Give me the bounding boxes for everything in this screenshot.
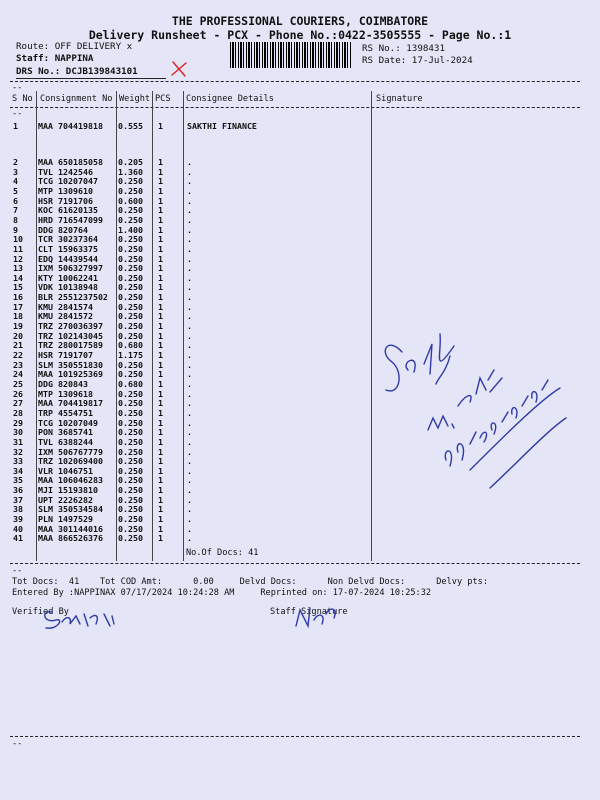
cell-sno: 13: [13, 263, 23, 274]
cell-weight: 0.250: [118, 214, 143, 225]
cell-consignment: TVL 6388244: [38, 436, 93, 447]
cell-pcs: 1: [158, 359, 163, 370]
cell-sno: 17: [13, 301, 23, 312]
cell-sno: 41: [13, 533, 23, 544]
cell-pcs: 1: [158, 417, 163, 428]
cell-consignment: TRZ 270036397: [38, 321, 103, 332]
cell-weight: 0.600: [118, 195, 143, 206]
cell-sno: 5: [13, 185, 18, 196]
cell-consignment: MTP 1309610: [38, 185, 93, 196]
cell-consignment: MAA 650185058: [38, 157, 103, 167]
cell-consignment: IXM 506767779: [38, 446, 103, 457]
cell-weight: 1.400: [118, 224, 143, 235]
cell-pcs: 1: [158, 321, 163, 332]
cell-consignee: .: [187, 311, 192, 322]
cell-pcs: 1: [158, 205, 163, 216]
staff-signature-label: Staff Signature: [270, 607, 348, 617]
cell-consignee: .: [187, 301, 192, 312]
cell-weight: 0.250: [118, 185, 143, 196]
cell-weight: 0.250: [118, 427, 143, 438]
dash-bottom: --: [12, 566, 23, 576]
cell-weight: 0.250: [118, 523, 143, 534]
cell-consignee: .: [187, 398, 192, 409]
cell-sno: 10: [13, 234, 23, 245]
entered-line: Entered By :NAPPINAX 07/17/2024 10:24:28 AM Reprinted on: 17-07-2024 10:25:32: [12, 588, 432, 598]
cell-pcs: 1: [158, 214, 163, 225]
cell-pcs: 1: [158, 330, 163, 341]
verified-by-label: Verified By: [12, 607, 69, 617]
cell-weight: 0.250: [118, 234, 143, 245]
cell-pcs: 1: [158, 446, 163, 457]
cell-consignee: .: [187, 427, 192, 438]
no-of-docs: No.Of Docs: 41: [186, 548, 259, 558]
cell-weight: 0.250: [118, 282, 143, 293]
header-weight: Weight: [119, 94, 151, 104]
cell-pcs: 1: [158, 185, 163, 196]
cell-weight: 0.250: [118, 292, 143, 303]
cell-weight: 0.250: [118, 398, 143, 409]
cell-consignment: KMU 2841572: [38, 311, 93, 322]
cell-consignment: SLM 350551830: [38, 359, 103, 370]
cell-consignment: SLM 350534584: [38, 504, 103, 515]
cell-pcs: 1: [158, 465, 163, 476]
cell-consignee: .: [187, 234, 192, 245]
cell-consignee: .: [187, 243, 192, 254]
cell-consignment: MTP 1309618: [38, 388, 93, 399]
company-title: THE PROFESSIONAL COURIERS, COIMBATORE: [171, 14, 429, 28]
cell-consignee: .: [187, 214, 192, 225]
cell-weight: 1.175: [118, 350, 143, 360]
cell-sno: 30: [13, 427, 23, 438]
cell-consignee: .: [187, 369, 192, 380]
cell-sno: 34: [13, 465, 23, 476]
handwritten-m: [428, 416, 454, 430]
cell-consignment: BLR 2551237502: [38, 292, 108, 303]
cell-consignment: VDK 10138948: [38, 282, 98, 293]
cell-consignment: VLR 1046751: [38, 465, 93, 476]
cell-pcs: 1: [158, 436, 163, 447]
drs-number: DRS No.: DCJB139843101: [16, 66, 138, 77]
cell-weight: 0.250: [118, 330, 143, 341]
cell-sno: 28: [13, 407, 23, 418]
cell-sno: 18: [13, 311, 23, 322]
cell-weight: 0.250: [118, 475, 143, 486]
cell-weight: 0.250: [118, 407, 143, 418]
dash-top: --: [12, 83, 23, 93]
dash-lower: --: [12, 739, 23, 749]
cell-sno: 7: [13, 205, 18, 216]
cell-consignment: PON 3685741: [38, 427, 93, 438]
cell-sno: 19: [13, 321, 23, 332]
cell-sno: 11: [13, 243, 23, 254]
cell-weight: 0.205: [118, 157, 143, 167]
cell-consignee: .: [187, 330, 192, 341]
staff: Staff: NAPPINA: [16, 53, 94, 64]
cell-pcs: 1: [158, 485, 163, 496]
rs-date: RS Date: 17-Jul-2024: [362, 55, 473, 66]
cell-sno: 35: [13, 475, 23, 486]
cell-consignee: .: [187, 157, 192, 167]
cell-consignment: HSR 7191707: [38, 350, 93, 360]
cell-consignment: KTY 10062241: [38, 272, 98, 283]
cell-consignee: .: [187, 224, 192, 235]
cell-consignee: .: [187, 523, 192, 534]
cell-sno: 15: [13, 282, 23, 293]
cell-weight: 1.360: [118, 166, 143, 177]
handwritten-staff-sign: [296, 608, 335, 626]
cell-weight: 0.250: [118, 533, 143, 544]
cell-pcs: 1: [158, 176, 163, 187]
cell-consignment: KMU 2841574: [38, 301, 93, 312]
cell-pcs: 1: [158, 456, 163, 467]
cell-sno: 25: [13, 378, 23, 389]
header-signature: Signature: [376, 94, 423, 104]
cell-sno: 14: [13, 272, 23, 283]
cell-weight: 0.680: [118, 378, 143, 389]
handwritten-name: [458, 370, 502, 406]
cell-weight: 0.250: [118, 301, 143, 312]
cell-weight: 0.250: [118, 321, 143, 332]
handwritten-signature: [385, 334, 454, 391]
cell-sno: 26: [13, 388, 23, 399]
cell-consignee: .: [187, 514, 192, 525]
header-pcs: PCS: [155, 94, 171, 104]
cell-consignment: MAA 866526376: [38, 533, 103, 544]
cell-pcs: 1: [158, 378, 163, 389]
cell-sno: 24: [13, 369, 23, 380]
cell-sno: 12: [13, 253, 23, 264]
cell-consignment: TRP 4554751: [38, 407, 93, 418]
cell-consignment: MAA 106046283: [38, 475, 103, 486]
cell-pcs: 1: [158, 369, 163, 380]
cell-consignee: .: [187, 417, 192, 428]
cell-pcs: 1: [158, 350, 163, 360]
cell-sno: 8: [13, 214, 18, 225]
cell-consignee: .: [187, 185, 192, 196]
cell-consignee: .: [187, 195, 192, 206]
cell-sno: 36: [13, 485, 23, 496]
cell-consignment: PLN 1497529: [38, 514, 93, 525]
cell-pcs: 1: [158, 157, 163, 167]
header-sno: S No: [12, 94, 33, 104]
cell-sno: 33: [13, 456, 23, 467]
cell-pcs: 1: [158, 311, 163, 322]
cell-sno: 16: [13, 292, 23, 303]
cell-pcs: 1: [158, 427, 163, 438]
cell-pcs: 1: [158, 195, 163, 206]
cell-weight: 0.250: [118, 417, 143, 428]
cell-pcs: 1: [158, 166, 163, 177]
runsheet-subtitle: Delivery Runsheet - PCX - Phone No.:0422-3505555 - Page No.:1: [88, 28, 512, 42]
cell-consignment: CLT 15963375: [38, 243, 98, 254]
cell-weight: 0.250: [118, 176, 143, 187]
cell-sno: 2: [13, 157, 18, 167]
cell-sno: 4: [13, 176, 18, 187]
cell-pcs: 1: [158, 340, 163, 351]
header-consignee: Consignee Details: [186, 94, 274, 104]
cell-pcs: 1: [158, 494, 163, 505]
cell-consignee: .: [187, 504, 192, 515]
cell-consignee: .: [187, 176, 192, 187]
cell-weight: 0.250: [118, 456, 143, 467]
cell-consignment: TRZ 280017589: [38, 340, 103, 351]
handwritten-phone: [445, 380, 548, 466]
cell-pcs: 1: [158, 272, 163, 283]
cell-sno: 21: [13, 340, 23, 351]
cell-consignment: TRZ 102069400: [38, 456, 103, 467]
cell-sno: 3: [13, 166, 18, 177]
cell-consignee: .: [187, 340, 192, 351]
cell-consignee: .: [187, 494, 192, 505]
cell-consignee: .: [187, 205, 192, 216]
cell-pcs: 1: [158, 514, 163, 525]
cell-consignee: .: [187, 456, 192, 467]
cell-consignee: .: [187, 388, 192, 399]
cell-pcs: 1: [158, 292, 163, 303]
cell-consignment: DDG 820843: [38, 378, 88, 389]
cell-weight: 0.250: [118, 388, 143, 399]
cell-consignment: TCR 30237364: [38, 234, 98, 245]
cell-sno: 22: [13, 350, 23, 360]
cell-pcs: 1: [158, 523, 163, 534]
cell-consignee: .: [187, 292, 192, 303]
cell-sno: 39: [13, 514, 23, 525]
cell-weight: 0.250: [118, 369, 143, 380]
cell-consignee: .: [187, 533, 192, 544]
cell-consignment: HSR 7191706: [38, 195, 93, 206]
cell-pcs: 1: [158, 253, 163, 264]
handwritten-verified-sign: [45, 612, 114, 628]
header-consignment: Consignment No: [40, 94, 113, 104]
cell-sno: 9: [13, 224, 18, 235]
cell-consignment: HRD 716547099: [38, 214, 103, 225]
cell-sno: 38: [13, 504, 23, 515]
cell-consignment: DDG 820764: [38, 224, 88, 235]
cell-consignee: .: [187, 272, 192, 283]
cell-weight: 0.250: [118, 272, 143, 283]
cell-consignee: .: [187, 436, 192, 447]
cell-consignment: MAA 101925369: [38, 369, 103, 380]
cell-consignment: IXM 506327997: [38, 263, 103, 274]
cell-consignment: MJI 15193810: [38, 485, 98, 496]
cell-consignment: TVL 1242546: [38, 166, 93, 177]
cell-consignment: MAA 704419817: [38, 398, 103, 409]
cell-sno: 6: [13, 195, 18, 206]
cell-sno: 32: [13, 446, 23, 457]
cell-consignee: .: [187, 475, 192, 486]
cell-sno: 29: [13, 417, 23, 428]
cell-pcs: 1: [158, 398, 163, 409]
cell-consignee: .: [187, 166, 192, 177]
cell-weight: 0.250: [118, 243, 143, 254]
cell-sno: 40: [13, 523, 23, 534]
cell-consignee: .: [187, 282, 192, 293]
cell-weight: 0.250: [118, 205, 143, 216]
cell-weight: 0.250: [118, 436, 143, 447]
cell-pcs: 1: [158, 224, 163, 235]
cell-sno: 20: [13, 330, 23, 341]
route: Route: OFF DELIVERY x: [16, 41, 133, 52]
cell-consignee: .: [187, 378, 192, 389]
cell-consignment: KOC 61620135: [38, 205, 98, 216]
cell-weight: 0.680: [118, 340, 143, 351]
rs-number: RS No.: 1398431: [362, 43, 445, 54]
cell-consignment: TRZ 102143045: [38, 330, 103, 341]
cell-consignee: .: [187, 321, 192, 332]
cell-weight: 0.250: [118, 465, 143, 476]
red-cross-mark: [172, 62, 186, 76]
cell-weight: 0.250: [118, 253, 143, 264]
cell-pcs: 1: [158, 407, 163, 418]
cell-consignment: EDQ 14439544: [38, 253, 98, 264]
signature-strike-2: [490, 418, 566, 488]
cell-pcs: 1: [158, 388, 163, 399]
cell-weight: 0.250: [118, 446, 143, 457]
cell-pcs: 1: [158, 263, 163, 274]
cell-pcs: 1: [158, 504, 163, 515]
cell-consignee: .: [187, 465, 192, 476]
cell-consignee: .: [187, 253, 192, 264]
cell-pcs: 1: [158, 533, 163, 544]
cell-consignee: .: [187, 407, 192, 418]
cell-sno: 37: [13, 494, 23, 505]
dash-header: --: [12, 109, 23, 119]
cell-consignee: .: [187, 350, 192, 360]
cell-weight: 0.250: [118, 494, 143, 505]
cell-weight: 0.250: [118, 359, 143, 370]
cell-pcs: 1: [158, 301, 163, 312]
signature-strike-1: [470, 388, 560, 470]
cell-consignment: TCG 10207047: [38, 176, 98, 187]
cell-sno: 31: [13, 436, 23, 447]
cell-pcs: 1: [158, 282, 163, 293]
cell-sno: 27: [13, 398, 23, 409]
totals-line: Tot Docs: 41 Tot COD Amt: 0.00 Delvd Docs: Non Delvd Docs: Delvy pts:: [12, 577, 488, 587]
cell-consignment: UPT 2226282: [38, 494, 93, 505]
cell-pcs: 1: [158, 475, 163, 486]
cell-consignee: .: [187, 485, 192, 496]
cell-consignee: .: [187, 446, 192, 457]
cell-consignment: TCG 10207049: [38, 417, 98, 428]
cell-weight: 0.250: [118, 263, 143, 274]
cell-pcs: 1: [158, 243, 163, 254]
cell-weight: 0.250: [118, 504, 143, 515]
cell-consignee: .: [187, 359, 192, 370]
cell-weight: 0.250: [118, 485, 143, 496]
cell-sno: 23: [13, 359, 23, 370]
cell-weight: 0.250: [118, 311, 143, 322]
cell-consignment: MAA 301144016: [38, 523, 103, 534]
cell-weight: 0.250: [118, 514, 143, 525]
cell-pcs: 1: [158, 234, 163, 245]
cell-consignee: .: [187, 263, 192, 274]
